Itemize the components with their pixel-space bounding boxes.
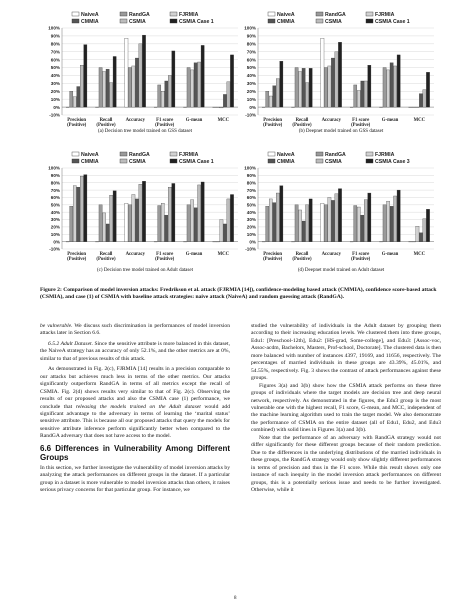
chart-b-bar (269, 96, 272, 107)
chart-b-bar (302, 68, 305, 107)
chart-a-xtick: (Positive) (96, 123, 116, 128)
chart-b-legend-swatch (366, 19, 373, 23)
chart-c-ytick: 50% (50, 202, 60, 208)
chart-c-bar (135, 199, 138, 242)
chart-d-bar (321, 203, 324, 241)
chart-b-bar (383, 68, 386, 108)
chart-c-bar (161, 203, 164, 241)
chart-d-bar (309, 199, 312, 242)
chart-c-bar (110, 195, 113, 241)
chart-b-ytick: 100% (244, 25, 256, 31)
chart-a-legend-label: CSMIA (129, 19, 146, 25)
chart-a-legend-swatch (120, 19, 127, 23)
chart-b-xtick: G-mean (381, 118, 399, 123)
chart-a-bar (161, 91, 164, 107)
chart-d-legend-swatch (366, 159, 373, 163)
chart-c-ytick: 90% (50, 173, 60, 179)
chart-a-bar (84, 45, 87, 107)
chart-c-bar (84, 175, 87, 242)
chart-b-xtick: MCC (413, 118, 426, 123)
chart-c-bar (99, 205, 102, 242)
chart-d-ytick: 80% (246, 180, 256, 186)
chart-d-bar (368, 193, 371, 242)
chart-b-legend-label: CSMIA (325, 19, 342, 25)
chart-c-ytick: 30% (50, 217, 60, 223)
chart-b-legend-swatch (366, 12, 373, 16)
chart-c-xtick: (Positive) (155, 257, 175, 262)
chart-c-bar (80, 176, 83, 242)
chart-a-bar (73, 97, 76, 107)
chart-c-bar (73, 186, 76, 242)
chart-d-bar (295, 205, 298, 242)
chart-c-legend-swatch (170, 152, 177, 156)
chart-d-bar (354, 206, 357, 242)
chart-c-bar (172, 183, 175, 241)
chart-a-bar (220, 107, 223, 108)
chart-a-bar (168, 75, 171, 107)
left-p1-em: be vulnerable. (40, 323, 73, 329)
chart-c-legend-swatch (120, 152, 127, 156)
chart-b-bar (364, 81, 367, 107)
chart-a-bar (172, 51, 175, 107)
chart-d-xtick: Precision (263, 252, 283, 257)
chart-d-bar (364, 200, 367, 242)
chart-d-svg (236, 148, 436, 278)
chart-a-bar (190, 70, 193, 107)
subcaption-c: (c) Decision tree model trained on Adult dataset (97, 268, 193, 273)
subcaption-a: (a) Decision tree model trained on GSS dataset (98, 129, 192, 134)
chart-b-xtick: Accuracy (321, 118, 342, 123)
right-paragraph-1: studied the vulnerability of individuals in the Adult dataset by grouping them according to their increasing education levels. We clustered them into three groups, Edu1: [Preschool-12th], Edu2: [HS-grad, Some-college], and Edu3: [Assoc-voc, Assoc-acdm, Bachelors, Masters, Prof-school, Doctorate]. The clustered data is then more balanced with number of instances 4397, 19169, and 11656, respectively. The percentages of married individuals in these groups are 43.39%, 45.01%, and 54.55%, respectively. Fig. 3 shows the contrast of attack performances against these groups. (251, 323, 441, 382)
chart-b-bar (419, 94, 422, 107)
chart-a-bar (227, 82, 230, 107)
left-paragraph-3 (40, 366, 230, 441)
chart-d-bar (331, 200, 334, 241)
chart-a-xtick: (Positive) (67, 123, 87, 128)
chart-d-bar (383, 205, 386, 242)
chart-a-xtick: Recall (99, 118, 113, 123)
chart-a-bar (139, 44, 142, 107)
chart-b-ytick: 70% (246, 49, 256, 55)
chart-b-xtick: Recall (295, 118, 309, 123)
chart-b-legend-label: CSMIA Case 1 (375, 19, 410, 25)
chart-d-xtick: MCC (413, 252, 426, 257)
chart-c-bar (190, 200, 193, 242)
chart-c-bar (168, 187, 171, 241)
chart-b-ytick: 50% (246, 65, 256, 71)
chart-b-bar (276, 79, 279, 107)
left-paragraph-2 (40, 341, 230, 363)
chart-d-bar (426, 209, 429, 241)
chart-a-bar (201, 45, 204, 107)
chart-b-bar (390, 63, 393, 107)
chart-a-legend-swatch (120, 12, 127, 16)
chart-b-legend-label: RandGA (325, 12, 346, 18)
chart-b-ytick: 80% (246, 41, 256, 47)
chart-a-legend-label: CMMIA (81, 19, 99, 25)
chart-d-legend-label: RandGA (325, 152, 346, 158)
chart-c-xtick: F1 score (156, 252, 174, 257)
chart-b-bar (357, 90, 360, 107)
chart-a-bar (110, 83, 113, 108)
chart-c-ytick: 70% (50, 187, 60, 193)
chart-c-bar (223, 224, 226, 242)
chart-b-bar (306, 83, 309, 108)
chart-a-ytick: 60% (50, 57, 60, 63)
chart-c-svg (40, 148, 240, 278)
chart-c-bar (125, 203, 128, 241)
chart-d-ytick: 60% (246, 195, 256, 201)
chart-d-ytick: 30% (246, 217, 256, 223)
chart-b-xtick: (Positive) (263, 123, 283, 128)
chart-b-bar (266, 91, 269, 107)
chart-a-bar (106, 69, 109, 107)
chart-a-bar (113, 56, 116, 107)
chart-c-ytick: 40% (50, 209, 60, 215)
chart-c-legend-swatch (72, 159, 79, 163)
chart-c-legend-label: NaiveA (81, 152, 99, 158)
chart-c-bar (165, 215, 168, 242)
chart-a-bar (165, 81, 168, 107)
left-paragraph-1 (40, 323, 230, 338)
chart-a-ytick: 80% (50, 41, 60, 47)
chart-b-bar (354, 85, 357, 107)
chart-d-bar (416, 226, 419, 241)
subsection-label: 6.5.2 Adult Dataset. (48, 340, 94, 347)
chart-c-ytick: 10% (50, 231, 60, 237)
chart-d-legend-swatch (366, 152, 373, 156)
chart-c-legend-swatch (72, 152, 79, 156)
chart-a-bar (187, 68, 190, 108)
chart-b-bar (397, 55, 400, 107)
figure-caption-text: Figure 2: Comparison of model inversion attacks: Fredrikson et al. attack (FJRMIA [14]), confidence-modeling based attack (CMMIA), confidence score-based attack (CSMIA), and case (1) of CSMIA with baseline attack strategies: naive attack (NaiveA) and random guessing attack (RandGA). (40, 287, 437, 301)
chart-b-xtick: Precision (263, 118, 283, 123)
chart-b-bar (335, 52, 338, 107)
chart-c-legend-label: CMMIA (81, 159, 99, 165)
chart-c-ytick: 60% (50, 195, 60, 201)
chart-c-bar (187, 205, 190, 242)
chart-a-bar (77, 87, 80, 108)
chart-d-ytick: 40% (246, 209, 256, 215)
chart-a-bar (223, 94, 226, 107)
chart-d-xtick: Accuracy (321, 252, 342, 257)
chart-d-bar (361, 215, 364, 242)
chart-d-xtick: (Positive) (263, 257, 283, 262)
chart-a-bar (230, 55, 233, 107)
chart-d-ytick: 10% (246, 231, 256, 237)
subcaption-d: (d) Deepnet model trained on Adult dataset (297, 268, 385, 273)
chart-c-bar (230, 195, 233, 242)
chart-c-ytick: 100% (48, 165, 60, 171)
chart-a-bar (135, 58, 138, 107)
chart-b-bar (426, 72, 429, 107)
chart-a-xtick: MCC (217, 118, 230, 123)
chart-a-bar (128, 68, 131, 108)
chart-d-xtick: (Positive) (292, 257, 312, 262)
chart-d-ytick: 100% (244, 165, 256, 171)
chart-c-ytick: -10% (49, 246, 60, 252)
left-p3-b: would add significant advantage to the adversary in terms of learning the ‘marital status’ sensitive attribute. This is because all our proposed attacks that query the models for sensitive attribute inference perform significantly better when compared to the RandGA adversary that does not have access to the model. (40, 403, 231, 440)
chart-c-bar (77, 187, 80, 241)
chart-a-bar (99, 68, 102, 108)
chart-d-bar (419, 233, 422, 242)
chart-b-bar (298, 72, 301, 108)
chart-d-legend-label: CSMIA Case 3 (375, 159, 410, 165)
chart-b-legend-label: CMMIA (277, 19, 295, 25)
chart-c-legend-swatch (170, 159, 177, 163)
chart-d-bar (302, 221, 305, 242)
chart-c-bar (220, 220, 223, 242)
chart-a-legend-label: RandGA (129, 12, 150, 18)
chart-b-legend-swatch (316, 19, 323, 23)
chart-c-xtick: G-mean (185, 252, 203, 257)
chart-a-ytick: -10% (49, 112, 60, 118)
chart-d-xtick: Recall (295, 252, 309, 257)
chart-b-legend-label: NaiveA (277, 12, 295, 18)
chart-d-ytick: 20% (246, 224, 256, 230)
chart-b-legend-swatch (268, 12, 275, 16)
chart-c-legend-label: FJRMIA (179, 152, 199, 158)
chart-d-ytick: 90% (246, 173, 256, 179)
chart-b-bar (331, 58, 334, 107)
chart-a-ytick: 90% (50, 33, 60, 39)
section-heading: 6.6 Differences in Vulnerability Among Different Groups (40, 443, 230, 463)
chart-d-legend-swatch (268, 152, 275, 156)
chart-a-bar (132, 66, 135, 107)
chart-c-bar (132, 195, 135, 242)
chart-a-bar (102, 72, 105, 108)
chart-c-legend-label: RandGA (129, 152, 150, 158)
chart-a-bar (80, 65, 83, 107)
chart-c-xtick: Precision (67, 252, 87, 257)
chart-b-ytick: 10% (246, 96, 256, 102)
chart-d-ytick: -10% (245, 246, 256, 252)
chart-c-bar (106, 224, 109, 242)
left-column (40, 323, 230, 495)
chart-c-xtick: (Positive) (96, 257, 116, 262)
right-column (251, 323, 441, 494)
figure-caption (40, 287, 440, 301)
chart-b-legend-label: FJRMIA (375, 12, 395, 18)
chart-d-ytick: 70% (246, 187, 256, 193)
chart-d-bar (328, 197, 331, 241)
left-p1-rest: We discuss such discrimination in performances of model inversion attacks later in Section 6.6. (40, 323, 231, 337)
chart-d-bar (423, 219, 426, 242)
chart-b-ytick: 0% (249, 104, 256, 110)
chart-a-legend-swatch (170, 19, 177, 23)
chart-b-ytick: 60% (246, 57, 256, 63)
chart-d (236, 148, 436, 278)
chart-c-bar (201, 182, 204, 242)
chart-a-legend-label: FJRMIA (179, 12, 199, 18)
chart-d-bar (335, 194, 338, 242)
chart-d-ytick: 50% (246, 202, 256, 208)
chart-d-legend-label: NaiveA (277, 152, 295, 158)
chart-d-bar (276, 193, 279, 242)
chart-a-ytick: 50% (50, 65, 60, 71)
chart-d-bar (357, 207, 360, 242)
chart-b-bar (273, 86, 276, 107)
subcaption-b: (b) Deepnet model trained on GSS dataset (298, 129, 384, 134)
chart-a-xtick: Precision (67, 118, 87, 123)
chart-c-xtick: Recall (99, 252, 113, 257)
chart-d-legend-label: FJRMIA (375, 152, 395, 158)
chart-b-bar (295, 68, 298, 108)
chart-c-xtick: (Positive) (67, 257, 87, 262)
chart-c-ytick: 80% (50, 180, 60, 186)
chart-a-ytick: 100% (48, 25, 60, 31)
chart-d-xtick: G-mean (381, 252, 399, 257)
chart-d-bar (394, 196, 397, 242)
chart-d-bar (386, 201, 389, 242)
chart-c-xtick: Accuracy (125, 252, 146, 257)
chart-b-bar (338, 42, 341, 107)
chart-d-legend-swatch (268, 159, 275, 163)
chart-a-ytick: 30% (50, 81, 60, 87)
chart-d-bar (397, 190, 400, 242)
chart-a-bar (70, 91, 73, 107)
chart-c-bar (198, 185, 201, 242)
chart-b-legend-swatch (316, 12, 323, 16)
chart-a-bar (142, 35, 145, 107)
page-number: 8 (234, 596, 237, 601)
right-paragraph-2: Figures 3(a) and 3(b) show how the CSMIA attack performs on these three groups of individuals where the target models are decision tree and deep neural network, respectively. As demonstrated in the figures, the Edu3 group is the most vulnerable one with the highest recall, F1 score, G-mean, and MCC, independent of the machine learning algorithm used to train the target model. We also demonstrate the performance of CSMIA on the entire dataset (all of Edu1, Edu2, and Edu3 combined) with solid lines in Figures 3(a) and 3(b). (251, 382, 441, 434)
chart-b-bar (280, 61, 283, 107)
chart-a-legend-label: CSMIA Case 1 (179, 19, 214, 25)
chart-c-bar (128, 205, 131, 242)
chart-a-ytick: 10% (50, 96, 60, 102)
chart-b-bar (423, 90, 426, 107)
chart-d-bar (280, 186, 283, 242)
chart-b-bar (324, 68, 327, 108)
chart-b-bar (309, 68, 312, 107)
chart-c-bar (102, 213, 105, 242)
chart-c-ytick: 0% (53, 239, 60, 245)
chart-d-bar (298, 210, 301, 242)
chart-b-xtick: (Positive) (351, 123, 371, 128)
chart-b-bar (394, 66, 397, 107)
chart-d-legend-label: CSMIA (325, 159, 342, 165)
chart-d-legend-swatch (316, 159, 323, 163)
chart-b-bar (328, 66, 331, 107)
chart-a-bar (198, 62, 201, 107)
chart-d-bar (390, 206, 393, 241)
chart-d-bar (306, 205, 309, 242)
chart-a-legend-swatch (72, 19, 79, 23)
chart-b-bar (368, 65, 371, 107)
chart-c-legend-swatch (120, 159, 127, 163)
chart-d-xtick: F1 score (352, 252, 370, 257)
chart-c-xtick: MCC (217, 252, 230, 257)
chart-a-bar (158, 85, 161, 107)
left-p3-a: As demonstrated in Fig. 2(c), FJRMIA [14] results in a precision comparable to our attacks but achieves much less in terms of the other metrics. Our attacks significantly outperform RandGA in terms of all metrics except the recall of CSMIA. Fig. 2(d) shows results very similar to that of Fig. 2(c). Observing the results of our proposed attacks and also the CSMIA case (1) performance, we conclude that (40, 366, 230, 410)
chart-a-xtick: Accuracy (125, 118, 146, 123)
left-p2-rest: Since the sensitive attribute is more balanced in this dataset, the NaiveA strategy has an accuracy of only 52.1%, and the other metrics are at 0%, similar to that of previous results of this attack. (40, 340, 230, 362)
chart-d-bar (338, 189, 341, 242)
chart-a-bar (125, 38, 128, 107)
chart-c-bar (113, 191, 116, 242)
chart-c-bar (227, 199, 230, 242)
chart-a-ytick: 40% (50, 73, 60, 79)
chart-c (40, 148, 240, 278)
chart-c-legend-label: CSMIA Case 1 (179, 159, 214, 165)
chart-c-ytick: 20% (50, 224, 60, 230)
chart-a-xtick: F1 score (156, 118, 174, 123)
right-paragraph-3: Note that the performance of an adversary with RandGA strategy would not differ significantly for these different groups because of their random prediction. Due to the differences in the underlying distributions of the married individuals in these groups, the RandGA strategy would only show slightly different performances in terms of precision and thus in the F1 score. While this result shows only one instance of such inequity in the model inversion attack performances on different groups, this is a potentially serious issue and needs to be further investigated. Otherwise, while it (251, 434, 441, 493)
chart-c-legend-label: CSMIA (129, 159, 146, 165)
chart-a-bar (194, 63, 197, 107)
chart-c-bar (194, 208, 197, 242)
chart-b-ytick: 30% (246, 81, 256, 87)
chart-b-ytick: -10% (245, 112, 256, 118)
chart-a-xtick: G-mean (185, 118, 203, 123)
chart-a-legend-swatch (72, 12, 79, 16)
left-p3-em: releasing the models trained on the Adult dataset (75, 403, 201, 410)
chart-b-legend-swatch (268, 19, 275, 23)
chart-c-bar (142, 181, 145, 241)
chart-b-ytick: 20% (246, 88, 256, 94)
chart-b-bar (361, 81, 364, 107)
chart-b-ytick: 40% (246, 73, 256, 79)
chart-d-bar (269, 199, 272, 242)
left-paragraph-4: In this section, we further investigate the vulnerability of model inversion attacks by analyzing the attack performances on different groups in the dataset. If a particular group in a dataset is more vulnerable to model inversion attacks than others, it raises serious privacy concerns for that particular group. For instance, we (40, 464, 230, 494)
chart-d-ytick: 0% (249, 239, 256, 245)
chart-a-legend-swatch (170, 12, 177, 16)
chart-c-bar (70, 206, 73, 241)
chart-d-bar (273, 203, 276, 242)
chart-b-bar (321, 38, 324, 107)
chart-b-xtick: F1 score (352, 118, 370, 123)
chart-a-xtick: (Positive) (155, 123, 175, 128)
chart-a-ytick: 70% (50, 49, 60, 55)
chart-a-legend-label: NaiveA (81, 12, 99, 18)
chart-d-legend-label: CMMIA (277, 159, 295, 165)
chart-b-ytick: 90% (246, 33, 256, 39)
chart-c-bar (139, 184, 142, 241)
chart-d-xtick: (Positive) (351, 257, 371, 262)
chart-d-bar (324, 205, 327, 242)
chart-d-legend-swatch (316, 152, 323, 156)
chart-a-ytick: 20% (50, 88, 60, 94)
chart-b-xtick: (Positive) (292, 123, 312, 128)
chart-d-bar (266, 206, 269, 241)
chart-c-bar (158, 206, 161, 242)
chart-b-bar (386, 70, 389, 107)
chart-a-ytick: 0% (53, 104, 60, 110)
